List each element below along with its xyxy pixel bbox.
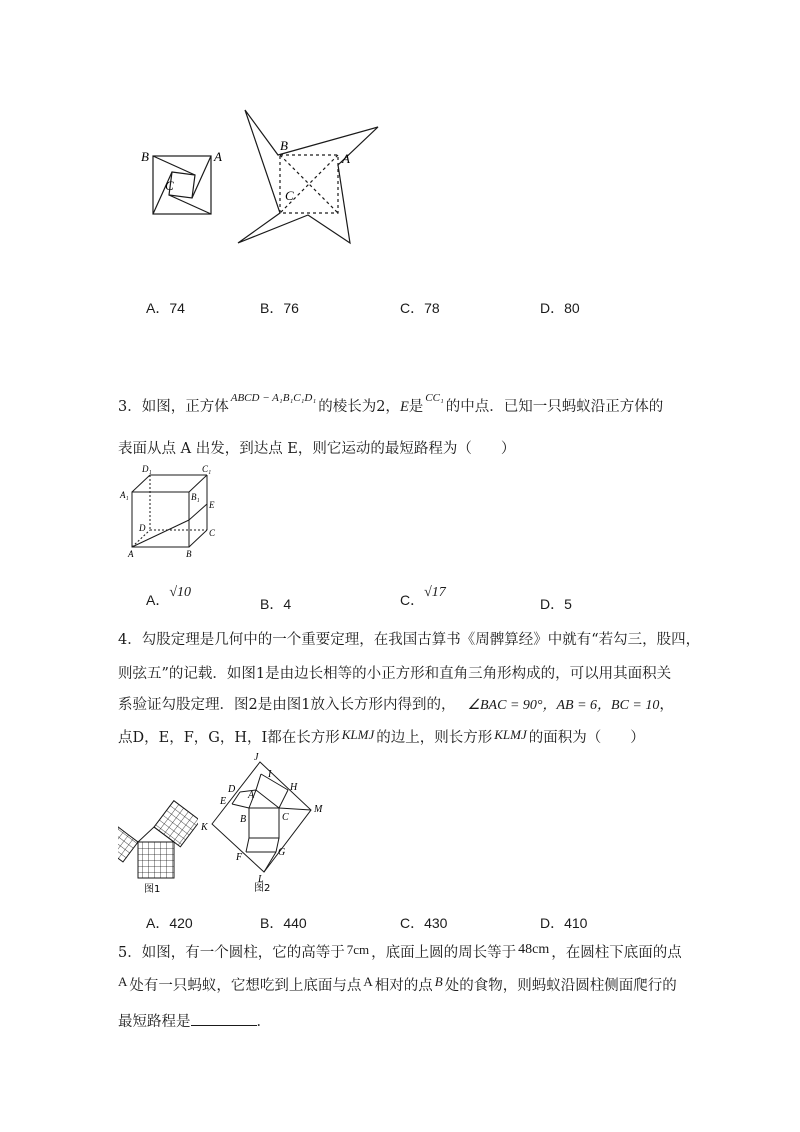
q2-left-label-b: B [141, 149, 149, 164]
q2-left-label-c: C [165, 178, 174, 193]
q2-figure-right [230, 105, 385, 250]
q2-option-a[interactable]: A．74 [146, 300, 185, 316]
q4-fig2-label-f: F [236, 852, 243, 863]
q4-fig2-label-d: D [228, 784, 236, 795]
q4-option-d[interactable]: D．410 [540, 915, 588, 931]
q3-label-c1: C₁ [202, 464, 212, 474]
q2-option-d[interactable]: D．80 [540, 300, 580, 316]
q3-label-e: E [209, 500, 215, 510]
q4-text-4a: 点D，E，F，G，H，I都在长方形 [118, 730, 340, 746]
q5-answer-blank[interactable] [191, 1011, 257, 1026]
q2-figure-left [140, 148, 225, 218]
q3-option-a-value: √10 [169, 585, 192, 600]
q4-fig2-label-i: I [268, 769, 272, 780]
q4-fig2-label-h: H [290, 782, 298, 793]
q5-question-line1 [118, 943, 682, 964]
q3-cube-figure [118, 462, 218, 560]
q3-option-b[interactable]: B．4 [260, 596, 292, 612]
q5-text-1c: ，在圆柱下底面的点 [551, 945, 682, 961]
q2-left-label-a: A [214, 149, 222, 164]
q3-question-line1 [118, 392, 664, 418]
q3-text-d: 的中点．已知一只蚂蚁沿正方体的 [445, 399, 664, 415]
q3-option-d[interactable]: D．5 [540, 596, 572, 612]
q4-rect-name-1: KLMJ [341, 727, 375, 742]
q3-text-c: 是 [408, 399, 424, 415]
q4-question-line3 [118, 695, 674, 716]
q5-text-2c: 处的食物，则蚂蚁沿圆柱侧面爬行的 [444, 978, 677, 994]
q4-figure1 [118, 800, 198, 896]
q4-fig2-label-m: M [314, 804, 323, 815]
q3-label-a: A [128, 549, 134, 559]
q3-label-b1: B₁ [191, 492, 200, 502]
q4-question-line1: 4．勾股定理是几何中的一个重要定理，在我国古算书《周髀算经》中就有“若勾三，股四， [118, 632, 701, 648]
q4-option-c[interactable]: C．430 [400, 915, 448, 931]
q3-text-b: 的棱长为2， [318, 399, 400, 415]
q4-fig2-label-j: J [254, 752, 259, 763]
q5-text-3-end: ． [256, 1014, 271, 1030]
q5-question-line3 [118, 1011, 271, 1032]
q4-fig2-label-c: C [282, 812, 289, 823]
q5-text-1b: ，底面上圆的周长等于 [371, 945, 517, 961]
q5-text-3: 最短路程是 [118, 1014, 191, 1030]
q3-label-a1: A₁ [120, 490, 129, 500]
q3-option-a-label: A． [146, 592, 170, 608]
q3-text-a: 3．如图，正方体 [118, 399, 229, 415]
q3-option-a[interactable] [146, 585, 192, 610]
q3-label-c: C [209, 528, 216, 538]
q4-figure2-label: 图2 [254, 883, 271, 894]
q3-label-d1: D₁ [142, 464, 152, 474]
q4-text-3b: ， [659, 697, 674, 713]
q5-text-2a: 处有一只蚂蚁，它想吃到上底面与点 [129, 978, 362, 994]
q3-point-e: E [399, 399, 409, 415]
q4-option-b[interactable]: B．440 [260, 915, 307, 931]
q4-fig2-label-k: K [201, 822, 208, 833]
q4-text-4b: 的边上，则长方形 [376, 730, 493, 746]
q5-text-1a: 5．如图，有一个圆柱，它的高等于 [118, 945, 345, 961]
q4-question-line4 [118, 728, 645, 748]
q5-point-b: B [434, 974, 443, 989]
q4-fig2-label-g: G [278, 847, 286, 858]
q3-option-c-value: √17 [424, 585, 446, 600]
q3-label-d: D [139, 523, 146, 533]
q4-text-4c: 的面积为（ ） [528, 730, 645, 746]
q2-option-b[interactable]: B．76 [260, 300, 299, 316]
q4-option-a[interactable]: A．420 [146, 915, 193, 931]
q3-label-b: B [186, 549, 192, 559]
q5-circumference-value: 48cm [518, 942, 550, 957]
q5-point-a-2: A [363, 974, 373, 989]
q4-figure1-label: 图1 [144, 884, 161, 895]
q3-option-c[interactable] [400, 585, 446, 610]
q5-height-value: 7cm [346, 942, 370, 957]
q4-fig2-label-b: B [240, 814, 247, 825]
q4-fig2-label-e: E [220, 796, 227, 807]
q4-text-3a: 系验证勾股定理．图2是由图1放入长方形内得到的， [118, 697, 456, 713]
q4-fig2-label-a: A [248, 790, 255, 801]
q2-right-label-a: A [342, 151, 350, 166]
q4-figure2 [198, 752, 328, 894]
q2-right-label-b: B [280, 138, 288, 153]
q5-text-2b: 相对的点 [374, 978, 433, 994]
q4-question-line2: 则弦五”的记载．如图1是由边长相等的小正方形和直角三角形构成的，可以用其面积关 [118, 666, 672, 682]
q4-rect-name-2: KLMJ [494, 727, 527, 742]
q4-fig2-label-l: L [258, 874, 264, 885]
q3-segment-cc1: CC₁ [425, 392, 444, 404]
q3-cube-name: ABCD − A₁B₁C₁D₁ [230, 392, 317, 404]
q5-question-line2 [118, 976, 677, 996]
q3-option-c-label: C． [400, 592, 425, 608]
q4-given-values: ∠BAC = 90°，AB = 6，BC = 10 [467, 698, 660, 713]
q5-point-a-1: A [118, 974, 128, 989]
q2-option-c[interactable]: C．78 [400, 300, 440, 316]
q3-question-line2: 表面从点 A 出发，到达点 E，则它运动的最短路程为（ ） [118, 441, 516, 457]
q2-right-label-c: C [285, 188, 294, 203]
